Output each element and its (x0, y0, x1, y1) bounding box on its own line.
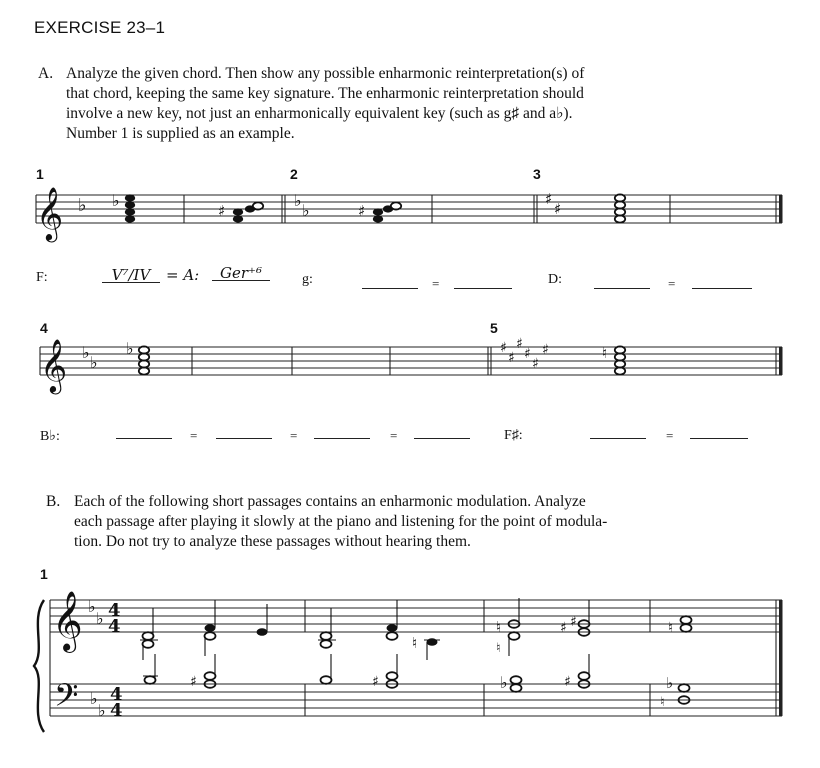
equals-sign: = (432, 276, 440, 291)
answer-field-9[interactable] (314, 422, 370, 439)
flat-icon: ♭ (82, 343, 90, 362)
natural-icon: ♮ (660, 695, 665, 710)
sharp-icon: ♯ (358, 202, 366, 220)
equals-sign: = (290, 428, 298, 443)
flat-icon: ♭ (112, 191, 120, 210)
measure-number-5: 5 (490, 320, 498, 336)
sharp-icon: ♯ (190, 674, 197, 690)
time-signature-top: 4 (110, 684, 123, 705)
flat-icon: ♭ (90, 689, 98, 708)
part-b-line: tion. Do not try to analyze these passages without hearing them. (74, 533, 471, 550)
answer-field-4[interactable] (454, 272, 512, 289)
sharp-icon: ♯ (554, 200, 562, 218)
answer-field-5[interactable] (594, 272, 650, 289)
answer-field-3[interactable] (362, 272, 418, 289)
answer-field-8[interactable] (216, 422, 272, 439)
grand-staff (0, 580, 820, 760)
measure-number-4: 4 (40, 320, 48, 336)
flat-icon: ♭ (98, 701, 106, 720)
sharp-icon: ♯ (570, 614, 577, 630)
measure-number-3: 3 (533, 166, 541, 182)
sharp-icon: ♯ (372, 674, 379, 690)
sharp-icon: ♯ (218, 202, 226, 220)
treble-clef-icon: 𝄞 (40, 338, 68, 392)
sharp-icon: ♯ (564, 674, 571, 690)
equals-sign: = (668, 276, 676, 291)
sharp-icon: ♯ (508, 350, 515, 366)
sharp-icon: ♯ (516, 336, 523, 352)
natural-icon: ♮ (496, 618, 502, 636)
key-label-1: F: (36, 270, 48, 285)
key-label-2: g: (302, 272, 313, 287)
natural-icon: ♮ (412, 634, 418, 652)
sharp-icon: ♯ (524, 346, 531, 362)
equals-sign: = (666, 428, 674, 443)
answer-field-10[interactable] (414, 422, 470, 439)
part-a-instructions (38, 64, 678, 148)
staff-row-1 (0, 180, 820, 250)
sharp-icon: ♯ (542, 342, 549, 358)
sharp-icon: ♯ (500, 340, 507, 356)
key-label-4: B♭: (40, 429, 60, 444)
flat-icon: ♭ (500, 673, 508, 692)
answer-field-2[interactable]: Ger⁺⁶ (212, 264, 270, 281)
time-signature-top: 4 (108, 600, 121, 621)
bass-clef-icon: 𝄢 (54, 677, 79, 721)
key-label-5: F♯: (504, 428, 523, 443)
flat-icon: ♭ (90, 353, 98, 372)
equals-sign: = (190, 428, 198, 443)
flat-icon: ♭ (302, 201, 310, 220)
flat-icon: ♭ (96, 609, 104, 628)
treble-clef-icon: 𝄞 (36, 186, 64, 240)
answer-field-11[interactable] (590, 422, 646, 439)
part-a-line: that chord, keeping the same key signature. The enharmonic reinterpretation should (66, 85, 584, 102)
measure-number-1: 1 (36, 166, 44, 182)
staff-row-2 (0, 330, 820, 400)
flat-icon: ♭ (294, 191, 302, 210)
answer-field-7[interactable] (116, 422, 172, 439)
part-a-line: involve a new key, not just an enharmonically equivalent key (such as g♯ and a♭). (66, 105, 573, 122)
flat-icon: ♭ (126, 339, 134, 358)
treble-clef-icon: 𝄞 (52, 591, 83, 651)
part-b-instructions (46, 492, 686, 556)
part-a-line: Number 1 is supplied as an example. (66, 125, 295, 142)
equals-new-key-1: = A: (166, 266, 200, 284)
brace-icon (34, 600, 44, 732)
sharp-icon: ♯ (532, 356, 539, 372)
part-b-line: each passage after playing it slowly at the piano and listening for the point of modula- (74, 513, 608, 530)
sharp-icon: ♯ (560, 620, 567, 636)
part-a-line: Analyze the given chord. Then show any possible enharmonic reinterpretation(s) of (66, 65, 585, 82)
key-label-3: D: (548, 272, 562, 287)
time-signature-bottom: 4 (108, 616, 121, 637)
answer-field-1[interactable]: V⁷/IV (102, 266, 160, 283)
part-b-line: Each of the following short passages contains an enharmonic modulation. Analyze (74, 493, 586, 510)
part-b-letter: B. (46, 493, 61, 510)
natural-icon: ♮ (668, 620, 674, 636)
exercise-title: EXERCISE 23–1 (34, 18, 166, 37)
passage-number: 1 (40, 566, 48, 582)
time-signature-bottom: 4 (110, 700, 123, 721)
measure-number-2: 2 (290, 166, 298, 182)
equals-sign: = (390, 428, 398, 443)
flat-icon: ♭ (666, 674, 674, 692)
flat-icon: ♭ (78, 195, 87, 216)
natural-icon: ♮ (496, 641, 501, 656)
sharp-icon: ♯ (545, 190, 553, 208)
part-a-letter: A. (38, 65, 54, 82)
flat-icon: ♭ (88, 597, 96, 616)
answer-field-12[interactable] (690, 422, 748, 439)
natural-icon: ♮ (602, 344, 608, 362)
answer-field-6[interactable] (692, 272, 752, 289)
